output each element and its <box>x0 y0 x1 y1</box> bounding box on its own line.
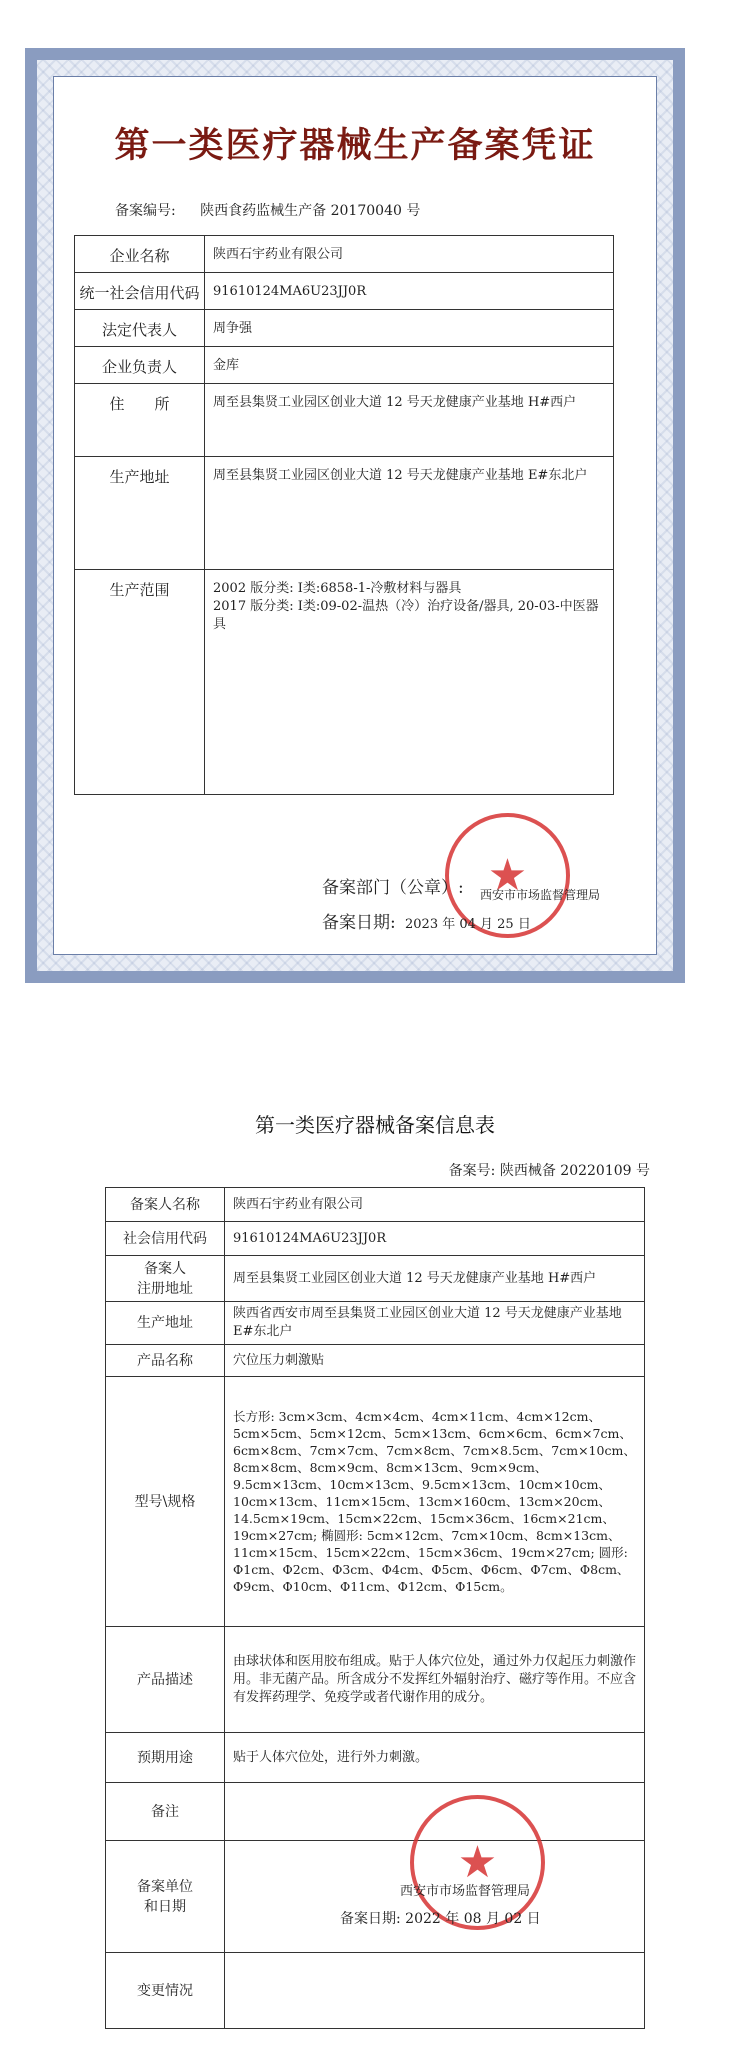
row-label: 社会信用代码 <box>106 1222 225 1256</box>
filing-department-value: 西安市市场监督管理局 <box>480 888 601 902</box>
table-row <box>106 1783 645 1841</box>
certificate-number <box>115 200 420 220</box>
table-row <box>106 1733 645 1783</box>
filing-department-label: 备案部门（公章）: <box>322 878 464 898</box>
row-value: 91610124MA6U23JJ0R <box>225 1222 645 1256</box>
row-label: 备案人名称 <box>106 1188 225 1222</box>
row-value: 91610124MA6U23JJ0R <box>205 273 614 310</box>
form-department: 西安市市场监督管理局 <box>400 1884 531 1899</box>
filing-date-label: 备案日期: <box>322 913 396 933</box>
table-row <box>106 1377 645 1627</box>
row-value: 陕西省西安市周至县集贤工业园区创业大道 12 号天龙健康产业基地 E#东北户 <box>225 1302 645 1345</box>
row-label: 统一社会信用代码 <box>75 273 205 310</box>
row-value: 陕西石宇药业有限公司 <box>205 236 614 273</box>
row-value <box>205 570 614 795</box>
table-row <box>106 1256 645 1302</box>
row-label: 备案人 注册地址 <box>106 1256 225 1302</box>
row-value: 由球状体和医用胶布组成。贴于人体穴位处，通过外力仅起压力刺激作用。非无菌产品。所含成分不发挥红外辐射治疗、磁疗等作用。不应含有发挥药理学、免疫学或者代谢作用的成分。 <box>225 1627 645 1733</box>
row-label: 变更情况 <box>106 1953 225 2029</box>
row-label: 生产范围 <box>75 570 205 795</box>
row-value: 周至县集贤工业园区创业大道 12 号天龙健康产业基地 H#西户 <box>205 384 614 457</box>
certificate-number-value: 陕西食药监械生产备 20170040 号 <box>200 203 421 219</box>
table-row <box>75 347 614 384</box>
certificate-table <box>74 235 614 795</box>
table-row <box>75 570 614 795</box>
row-label: 生产地址 <box>106 1302 225 1345</box>
table-row <box>75 273 614 310</box>
row-value: 陕西石宇药业有限公司 <box>225 1188 645 1222</box>
row-value: 金库 <box>205 347 614 384</box>
table-row <box>106 1841 645 1953</box>
row-label: 产品名称 <box>106 1345 225 1377</box>
table-row <box>106 1222 645 1256</box>
table-row <box>75 236 614 273</box>
seal-star-icon: ★ <box>487 849 528 901</box>
certificate-content <box>25 48 685 983</box>
table-row <box>106 1627 645 1733</box>
row-label: 法定代表人 <box>75 310 205 347</box>
seal-star-icon: ★ <box>457 1836 498 1888</box>
row-value: 贴于人体穴位处，进行外力刺激。 <box>225 1733 645 1783</box>
row-value: 周争强 <box>205 310 614 347</box>
table-row <box>106 1345 645 1377</box>
row-label: 生产地址 <box>75 457 205 570</box>
filing-date-value: 2023 年 04 月 25 日 <box>405 917 531 932</box>
row-label: 备案单位 和日期 <box>106 1841 225 1953</box>
certificate-number-label: 备案编号: <box>115 203 176 219</box>
row-label: 预期用途 <box>106 1733 225 1783</box>
form-number: 备案号: 陕西械备 20220109 号 <box>448 1163 650 1179</box>
row-label: 企业负责人 <box>75 347 205 384</box>
scope-line-2: 2017 版分类: Ⅰ类:09-02-温热（冷）治疗设备/器具, 20-03-中医器具 <box>213 599 599 632</box>
row-value: 穴位压力刺激贴 <box>225 1345 645 1377</box>
row-value: 周至县集贤工业园区创业大道 12 号天龙健康产业基地 E#东北户 <box>205 457 614 570</box>
row-value <box>225 1953 645 2029</box>
row-value: 周至县集贤工业园区创业大道 12 号天龙健康产业基地 H#西户 <box>225 1256 645 1302</box>
table-row <box>106 1188 645 1222</box>
form-title: 第一类医疗器械备案信息表 <box>255 1113 495 1137</box>
row-label: 企业名称 <box>75 236 205 273</box>
table-row <box>106 1302 645 1345</box>
row-value: 长方形: 3cm×3cm、4cm×4cm、4cm×11cm、4cm×12cm、5cm×5cm、5cm×12cm、5cm×13cm、6cm×6cm、6cm×7cm、6cm×8cm、7cm×7cm、7cm×8cm、7cm×8.5cm、7cm×10cm、8cm×8cm、8cm×9cm、8cm×13cm、9cm×9cm、9.5cm×13cm、10cm×13cm、9.5cm×13cm、10cm×10cm、10cm×13cm、11cm×15cm、13cm×160cm、13cm×20cm、14.5cm×19cm、15cm×22cm、15cm×36cm、16cm×21cm、19cm×27cm; 椭圆形: 5cm×12cm、7cm×10cm、8cm×13cm、11cm×15cm、15cm×22cm、15cm×36cm、19cm×27cm; 圆形: Φ1cm、Φ2cm、Φ3cm、Φ4cm、Φ5cm、Φ6cm、Φ7cm、Φ8cm、Φ9cm、Φ10cm、Φ11cm、Φ12cm、Φ15cm。 <box>225 1377 645 1627</box>
table-row <box>75 310 614 347</box>
certificate-title: 第一类医疗器械生产备案凭证 <box>114 125 596 166</box>
scope-line-1: 2002 版分类: Ⅰ类:6858-1-冷敷材料与器具 <box>213 581 462 596</box>
row-label: 备注 <box>106 1783 225 1841</box>
table-row <box>75 457 614 570</box>
form-table <box>105 1187 645 2029</box>
table-row <box>75 384 614 457</box>
row-label: 产品描述 <box>106 1627 225 1733</box>
form-date: 备案日期: 2022 年 08 月 02 日 <box>340 1911 541 1927</box>
row-label: 住 所 <box>75 384 205 457</box>
row-label: 型号\规格 <box>106 1377 225 1627</box>
table-row <box>106 1953 645 2029</box>
